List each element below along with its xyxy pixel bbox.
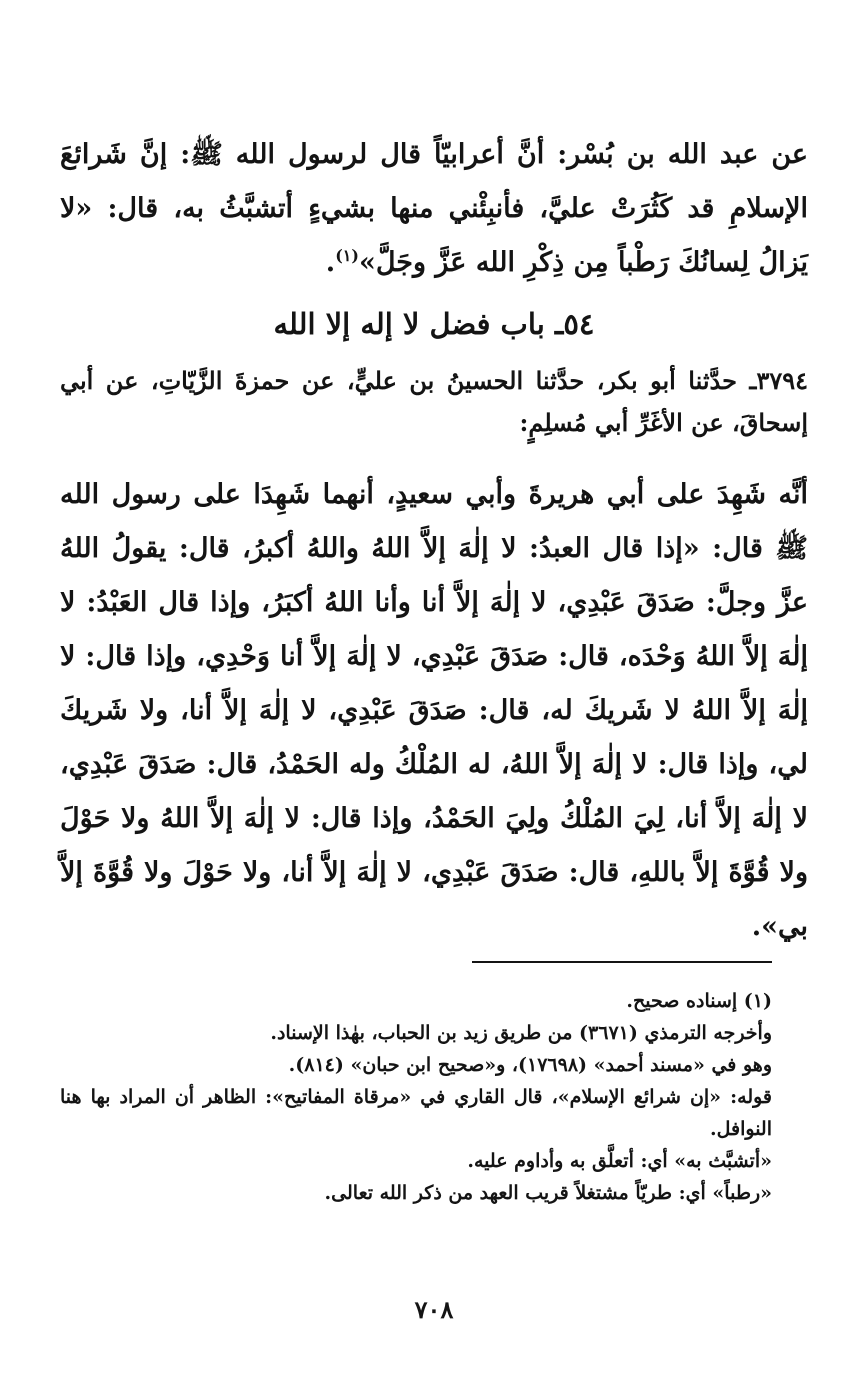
- footnote-reference: (١): [335, 246, 359, 265]
- hadith-matn: أنَّه شَهِدَ على أبي هريرةَ وأبي سعيدٍ، أنهما شَهِدَا على رسول الله ﷺ قال: «إذا قال العبدُ: لا إلٰهَ إلاَّ اللهُ واللهُ أكبرُ، قال: يقولُ اللهُ عزَّ وجلَّ: صَدَقَ عَبْدِي، لا إلٰهَ إلاَّ أنا وأنا اللهُ أكبَرُ، وإذا قال العَبْدُ: لا إلٰهَ إلاَّ اللهُ وَحْدَه، قال: صَدَقَ عَبْدِي، لا إلٰهَ إلاَّ أنا وَحْدِي، وإذا قال: لا إلٰهَ إلاَّ اللهُ لا شَريكَ له، قال: صَدَقَ عَبْدِي، لا إلٰهَ إلاَّ أنا، ولا شَريكَ لي، وإذا قال: لا إلٰهَ إلاَّ اللهُ، له المُلْكُ وله الحَمْدُ، قال: صَدَقَ عَبْدِي، لا إلٰهَ إلاَّ أنا، لِيَ المُلْكُ ولِيَ الحَمْدُ، وإذا قال: لا إلٰهَ إلاَّ اللهُ ولا حَوْلَ ولا قُوَّةَ إلاَّ باللهِ، قال: صَدَقَ عَبْدِي، لا إلٰهَ إلاَّ أنا، ولا حَوْلَ ولا قُوَّةَ إلاَّ بي».: [60, 479, 808, 942]
- footnote-line: قوله: «إن شرائع الإسلام»، قال القاري في «مرقاة المفاتيح»: الظاهر أن المراد بها هنا النوافل.: [60, 1086, 772, 1140]
- page-number: ٧٠٨: [414, 1295, 454, 1324]
- hadith-intro-end: .: [325, 247, 336, 278]
- footnote-line: «أتشبَّث به» أي: أتعلَّق به وأداوم عليه.: [467, 1150, 772, 1172]
- footnote-line: وهو في «مسند أحمد» (١٧٦٩٨)، و«صحيح ابن حبان» (٨١٤).: [288, 1054, 772, 1076]
- chapter-heading: ٥٤ـ باب فضل لا إله إلا الله: [273, 307, 595, 341]
- footnote-line: (١) إسناده صحيح.: [626, 990, 772, 1012]
- footnote-divider: [472, 961, 772, 963]
- footnote-line: «رطباً» أي: طريّاً مشتغلاً قريب العهد من ذكر الله تعالى.: [324, 1182, 772, 1204]
- hadith-intro-text: عن عبد الله بن بُسْر: أنَّ أعرابيّاً قال لرسول الله ﷺ: إنَّ شَرائعَ الإسلامِ قد كَثُرَتْ عليَّ، فأنبِئْني منها بشيءٍ أتشبَّثُ به، قال: «لا يَزالُ لِسانُكَ رَطْباً مِن ذِكْرِ الله عَزَّ وجَلَّ»: [60, 139, 808, 278]
- footnote-line: وأخرجه الترمذي (٣٦٧١) من طريق زيد بن الحباب، بهٰذا الإسناد.: [270, 1022, 772, 1044]
- footnotes-section: [60, 985, 808, 1209]
- hadith-intro-paragraph: [60, 128, 808, 290]
- hadith-isnad: ٣٧٩٤ـ حدَّثنا أبو بكر، حدَّثنا الحسينُ بن عليٍّ، عن حمزةَ الزَّيّاتِ، عن أبي إسحاقَ، عن الأغَرِّ أبي مُسلِمٍ:: [60, 366, 808, 437]
